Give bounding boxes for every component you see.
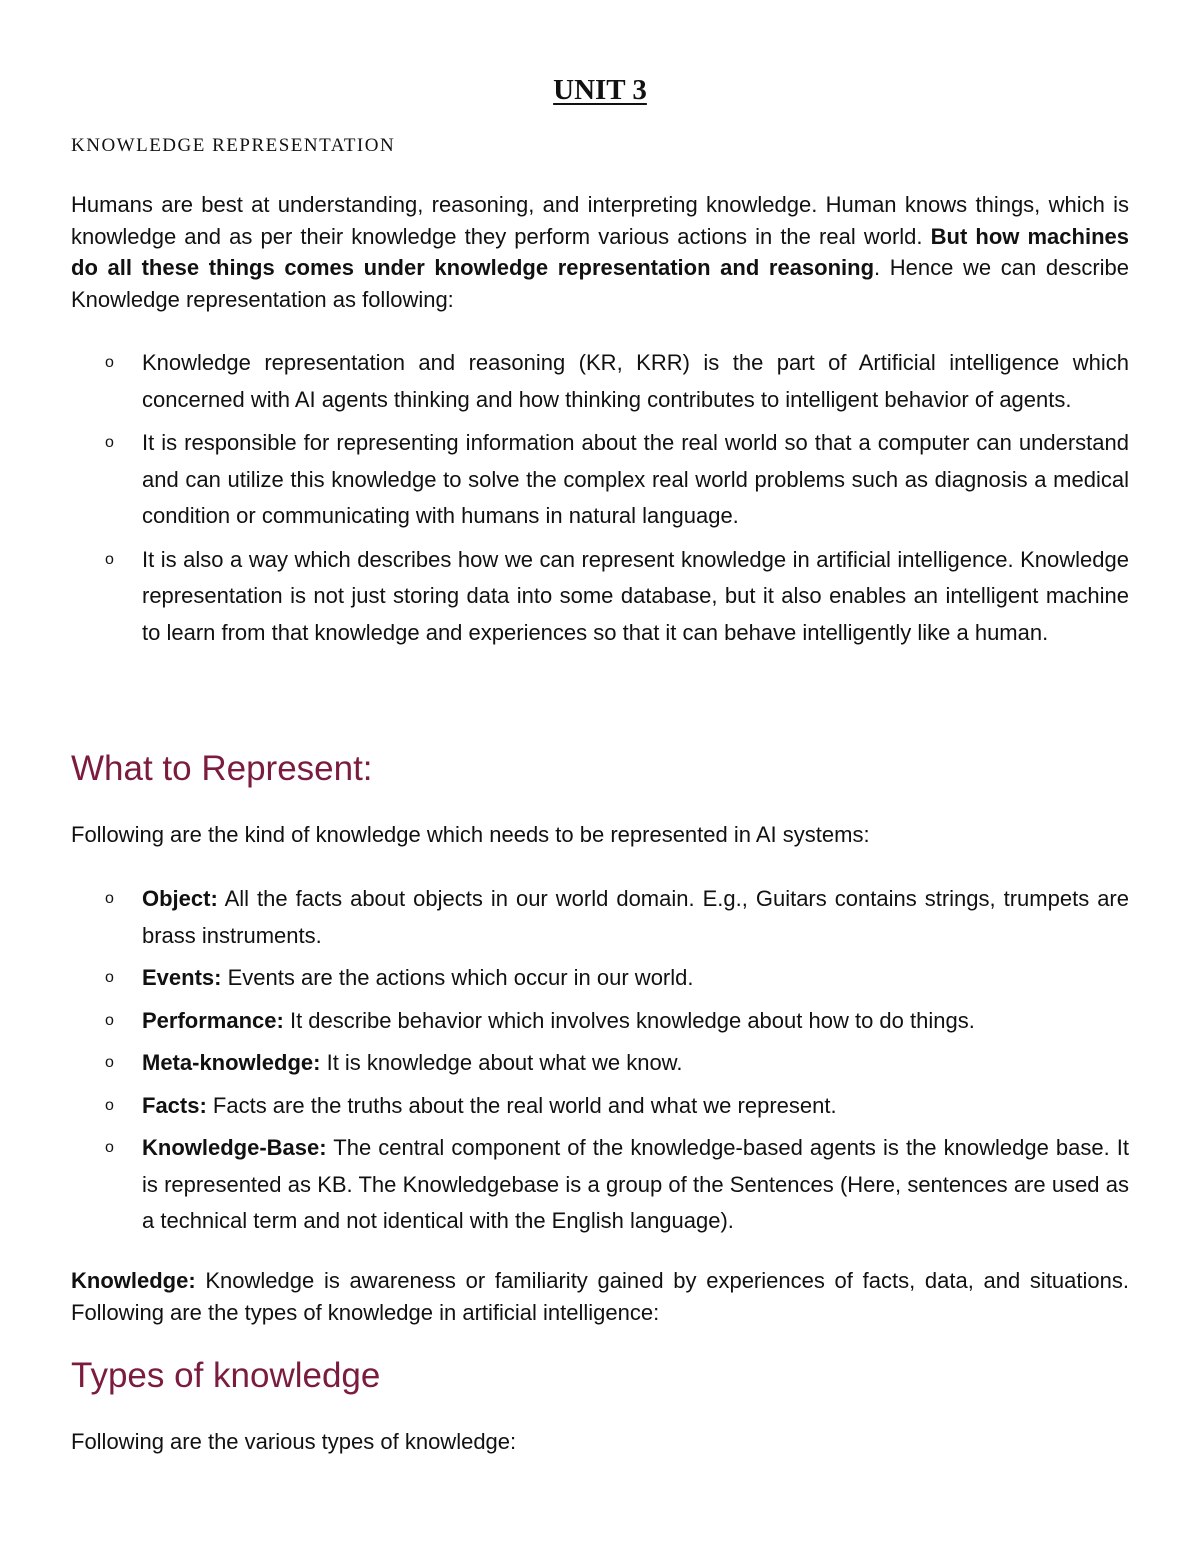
list-item [71, 1088, 1129, 1125]
item-term: Object: [142, 886, 218, 911]
unit-title: UNIT 3 [553, 74, 647, 106]
list-item [71, 345, 1129, 418]
bullet-marker: o [105, 354, 114, 371]
bullet-marker: o [105, 434, 114, 451]
bullet-marker: o [105, 1096, 114, 1114]
list-item [71, 542, 1129, 652]
item-text: Facts are the truths about the real world and what we represent. [206, 1092, 837, 1118]
list-item [71, 881, 1129, 954]
list-item [71, 425, 1129, 535]
list-item [71, 1003, 1129, 1040]
list-item [71, 1130, 1129, 1240]
list-item-text: Knowledge representation and reasoning (KR, KRR) is the part of Artificial intelligence which concerned with AI agents thinking and how thinking contributes to intelligent behavior of agents. [142, 350, 1129, 412]
item-term: Knowledge-Base: [142, 1135, 327, 1160]
bullet-marker: o [105, 1139, 114, 1156]
knowledge-text: Knowledge is awareness or familiarity gained by experiences of facts, data, and situations. Following are the types of knowledge in artificial intelligence: [71, 1268, 1129, 1325]
list-item-text: It is also a way which describes how we can represent knowledge in artificial intelligence. Knowledge representation is not just storing data into some database, but it also enables an intelligent machine to learn from that knowledge and experiences so that it can behave intelligently like a human. [142, 546, 1129, 645]
represent-bullet-list [71, 881, 1129, 1246]
section-title: KNOWLEDGE REPRESENTATION [71, 135, 396, 156]
item-term: Meta-knowledge: [142, 1050, 321, 1075]
list-item [71, 960, 1129, 997]
item-text: Events are the actions which occur in our world. [221, 965, 694, 990]
intro-text-after: . Hence we can describe Knowledge representation as following: [71, 255, 1130, 312]
intro-bold-text: But how machines do all these things comes under knowledge representation and reasoning [71, 223, 1129, 280]
item-text: It is knowledge about what we know. [320, 1050, 683, 1075]
what-to-represent-intro: Following are the kind of knowledge which needs to be represented in AI systems: [71, 822, 870, 847]
what-to-represent-heading: What to Represent: [71, 749, 373, 788]
intro-paragraph [71, 189, 1129, 315]
list-item [71, 1045, 1129, 1082]
bullet-marker: o [105, 969, 114, 986]
types-of-knowledge-heading: Types of knowledge [71, 1356, 381, 1395]
item-term: Performance: [142, 1007, 284, 1033]
types-of-knowledge-intro: Following are the various types of knowledge: [71, 1429, 517, 1454]
item-term: Events: [142, 965, 222, 990]
kr-bullet-list [71, 345, 1129, 658]
bullet-marker: o [105, 550, 114, 568]
item-text: The central component of the knowledge-based agents is the knowledge base. It is represented as KB. The Knowledgebase is a group of the Sentences (Here, sentences are used as a technical term and not identical with the English language). [142, 1135, 1129, 1233]
item-text: It describe behavior which involves knowledge about how to do things. [283, 1007, 975, 1033]
knowledge-term: Knowledge: [71, 1268, 196, 1293]
bullet-marker: o [105, 890, 114, 907]
intro-text-before: Humans are best at understanding, reasoning, and interpreting knowledge. Human knows things, which is knowledge and as per their knowledge they perform various actions in the real world. [71, 192, 1129, 249]
bullet-marker: o [105, 1054, 114, 1071]
bullet-marker: o [105, 1011, 114, 1029]
item-term: Facts: [142, 1092, 207, 1118]
item-text: All the facts about objects in our world domain. E.g., Guitars contains strings, trumpets are brass instruments. [142, 886, 1129, 948]
knowledge-definition [71, 1265, 1129, 1328]
list-item-text: It is responsible for representing information about the real world so that a computer can understand and can utilize this knowledge to solve the complex real world problems such as diagnosis a medical condition or communicating with humans in natural language. [142, 430, 1129, 528]
